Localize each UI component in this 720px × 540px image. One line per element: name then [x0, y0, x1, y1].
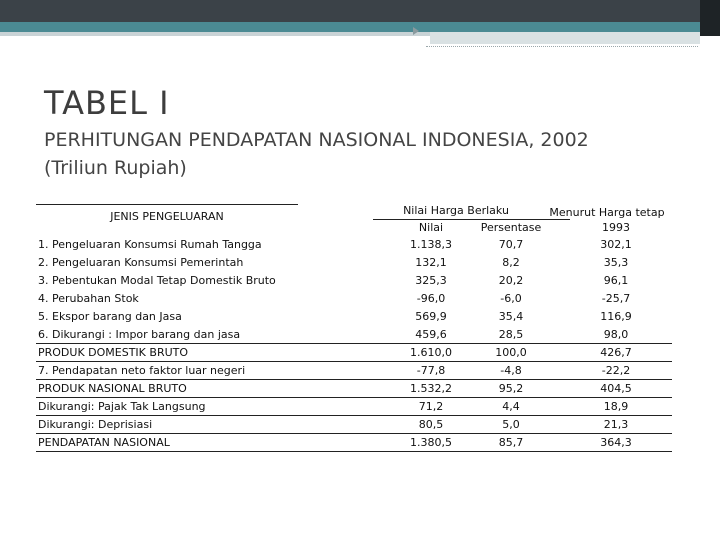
row-nilai: -96,0 [416, 292, 446, 305]
row-harga-tetap: 35,3 [603, 256, 629, 269]
header-group-rule [373, 219, 570, 220]
table-row-total [36, 434, 672, 451]
row-harga-tetap: 96,1 [603, 274, 629, 287]
row-harga-tetap: 116,9 [600, 310, 632, 323]
header-nilai: Nilai [418, 221, 444, 234]
row-harga-tetap: 426,7 [600, 346, 632, 359]
row-label: 2. Pengeluaran Konsumsi Pemerintah [38, 256, 244, 269]
header-menurut-harga-tetap: Menurut Harga tetap [549, 206, 665, 219]
header-tab [430, 32, 700, 44]
row-label: 1. Pengeluaran Konsumsi Rumah Tangga [38, 238, 262, 251]
row-persentase: 85,7 [498, 436, 524, 449]
table-row [36, 416, 672, 433]
table-row [36, 236, 672, 253]
row-harga-tetap: -25,7 [601, 292, 631, 305]
row-label: 3. Pebentukan Modal Tetap Domestik Bruto [38, 274, 276, 287]
row-nilai: 132,1 [415, 256, 447, 269]
slide-title: TABEL I [44, 84, 170, 122]
header-corner-block [700, 0, 720, 36]
row-harga-tetap: 18,9 [603, 400, 629, 413]
row-persentase: 35,4 [498, 310, 524, 323]
row-nilai: 1.532,2 [410, 382, 452, 395]
row-nilai: 325,3 [415, 274, 447, 287]
row-nilai: 80,5 [418, 418, 444, 431]
row-label: PRODUK DOMESTIK BRUTO [38, 346, 189, 359]
row-label: Dikurangi: Deprisiasi [38, 418, 153, 431]
row-label: 6. Dikurangi : Impor barang dan jasa [38, 328, 241, 341]
table-row [36, 272, 672, 289]
table-bottom-rule [36, 451, 672, 452]
row-persentase: 95,2 [498, 382, 524, 395]
header-jenis-pengeluaran: JENIS PENGELUARAN [110, 210, 224, 223]
row-persentase: 28,5 [498, 328, 524, 341]
row-nilai: 459,6 [415, 328, 447, 341]
row-nilai: 1.138,3 [410, 238, 452, 251]
row-persentase: -6,0 [500, 292, 522, 305]
table-row [36, 290, 672, 307]
slide-subtitle [44, 126, 684, 182]
row-harga-tetap: 404,5 [600, 382, 632, 395]
row-persentase: 4,4 [502, 400, 520, 413]
table-row [36, 308, 672, 325]
row-label: PRODUK NASIONAL BRUTO [38, 382, 187, 395]
row-persentase: 100,0 [495, 346, 527, 359]
row-nilai: 1.610,0 [410, 346, 452, 359]
row-nilai: 71,2 [418, 400, 444, 413]
row-label: 5. Ekspor barang dan Jasa [38, 310, 182, 323]
row-harga-tetap: 302,1 [600, 238, 632, 251]
row-harga-tetap: 21,3 [603, 418, 629, 431]
row-persentase: 70,7 [498, 238, 524, 251]
subtitle-line-2: (Triliun Rupiah) [44, 157, 187, 179]
table-top-rule [36, 204, 298, 205]
header-tahun: 1993 [602, 221, 630, 234]
row-harga-tetap: -22,2 [601, 364, 631, 377]
header-band-dark [0, 0, 720, 22]
row-harga-tetap: 98,0 [603, 328, 629, 341]
dotted-divider [426, 46, 698, 47]
table-row [36, 326, 672, 343]
row-persentase: 5,0 [502, 418, 520, 431]
header-persentase: Persentase [480, 221, 542, 234]
row-persentase: 20,2 [498, 274, 524, 287]
table-row-total [36, 344, 672, 361]
row-label: Dikurangi: Pajak Tak Langsung [38, 400, 206, 413]
table-row [36, 398, 672, 415]
header-band-teal [0, 22, 720, 32]
row-label: PENDAPATAN NASIONAL [38, 436, 170, 449]
table-row [36, 362, 672, 379]
table-row [36, 254, 672, 271]
header-nilai-harga-berlaku: Nilai Harga Berlaku [403, 204, 509, 217]
row-nilai: -77,8 [416, 364, 446, 377]
triangle-marker-icon [413, 27, 419, 35]
row-nilai: 1.380,5 [410, 436, 452, 449]
row-label: 7. Pendapatan neto faktor luar negeri [38, 364, 246, 377]
table-row-total [36, 380, 672, 397]
row-label: 4. Perubahan Stok [38, 292, 139, 305]
subtitle-line-1: PERHITUNGAN PENDAPATAN NASIONAL INDONESIA, 2002 [44, 129, 589, 151]
row-nilai: 569,9 [415, 310, 447, 323]
row-persentase: -4,8 [500, 364, 522, 377]
row-persentase: 8,2 [502, 256, 520, 269]
row-harga-tetap: 364,3 [600, 436, 632, 449]
